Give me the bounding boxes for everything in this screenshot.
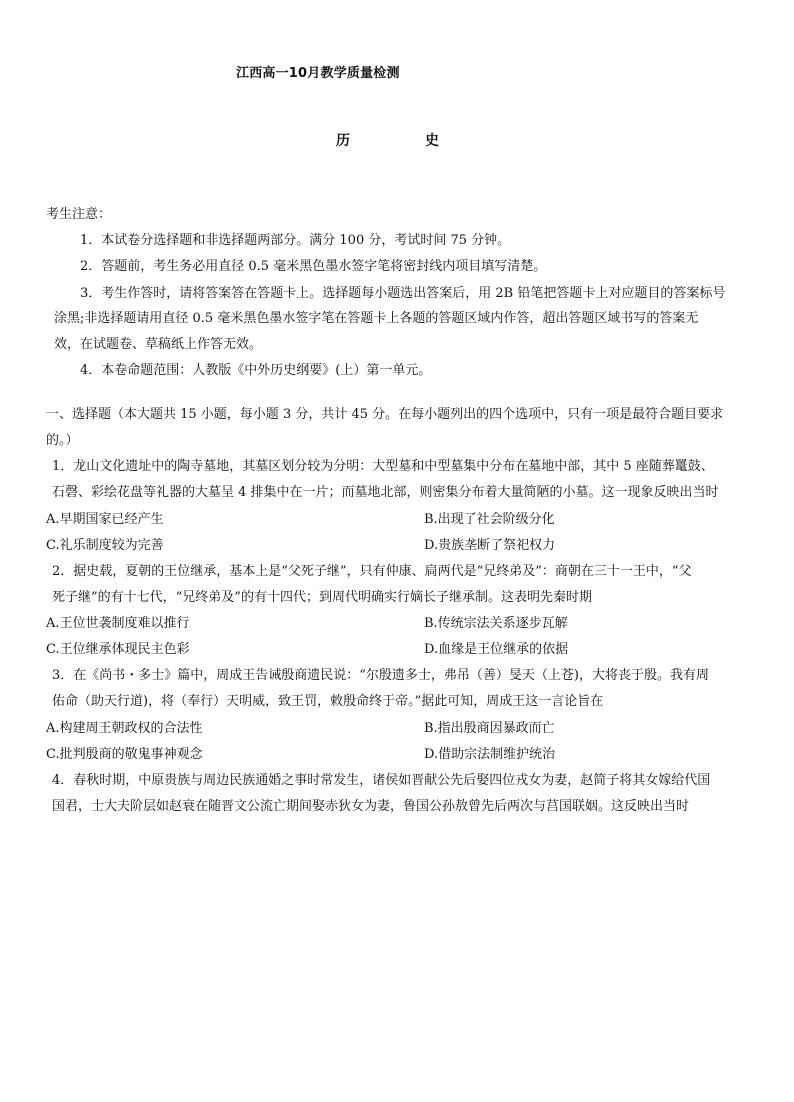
notice-item-3-line-1: 3．考生作答时，请将答案答在答题卡上。选择题每小题选出答案后，用 2B 铅笔把答题卡上对应题目的答案标号 [80, 286, 726, 301]
notice-item-4: 4．本卷命题范围：人教版《中外历史纲要》(上）第一单元。 [80, 363, 432, 378]
question-3-stem-line-1: 3．在《尚书・多士》篇中，周成王告诫殷商遗民说：“尔殷遗多士，弗吊（善）旻天（上苍)，大将丧于殷。我有周 [52, 668, 709, 683]
exam-title: 江西高一10月教学质量检测 [236, 66, 400, 81]
section-heading-line-1: 一、选择题（本大题共 15 小题，每小题 3 分，共计 45 分。在每小题列出的四个选项中，只有一项是最符合题目要求 [46, 407, 724, 422]
question-1-stem-line-2: 石磬、彩绘花盘等礼器的大墓呈 4 排集中在一片；而墓地北部，则密集分布着大量简陋的小墓。这一现象反映出当时 [52, 485, 719, 500]
section-heading-line-2: 的。） [46, 433, 79, 448]
notice-heading: 考生注意： [46, 207, 112, 222]
question-3-option-d: D.借助宗法制维护统治 [424, 747, 556, 762]
subject-title-char-1: 历 [336, 133, 350, 149]
notice-item-3-line-2: 涂黑;非选择题请用直径 0.5 毫米黑色墨水签字笔在答题卡上各题的答题区域内作答，超出答题区域书写的答案无 [54, 311, 699, 326]
question-1-option-b: B.出现了社会阶级分化 [424, 512, 555, 527]
question-2-option-a: A.王位世袭制度难以推行 [46, 616, 190, 631]
subject-title-char-2: 史 [425, 133, 439, 149]
notice-item-1: 1．本试卷分选择题和非选择题两部分。满分 100 分，考试时间 75 分钟。 [80, 233, 511, 248]
question-3-option-c: C.批判殷商的敬鬼事神观念 [46, 747, 203, 762]
notice-item-3-line-3: 效，在试题卷、草稿纸上作答无效。 [54, 337, 263, 352]
question-3-option-a: A.构建周王朝政权的合法性 [46, 721, 203, 736]
question-3-option-b: B.指出殷商因暴政而亡 [424, 721, 555, 736]
question-2-stem-line-2: 死子继”的有十七代，“兄终弟及”的有十四代；到周代明确实行嫡长子继承制。这表明先秦时期 [52, 590, 592, 605]
question-1-option-d: D.贵族垄断了祭祀权力 [424, 538, 556, 553]
question-1-stem-line-1: 1．龙山文化遗址中的陶寺墓地，其墓区划分较为分明：大型墓和中型墓集中分布在墓地中部，其中 5 座随葬鼍鼓、 [52, 459, 714, 474]
question-2-stem-line-1: 2．据史载，夏朝的王位继承，基本上是“父死子继”，只有仲康、扃两代是“兄终弟及”：商朝在三十一王中，“父 [52, 564, 692, 579]
notice-item-2: 2．答题前，考生务必用直径 0.5 毫米黑色墨水签字笔将密封线内项目填写清楚。 [80, 259, 547, 274]
question-4-stem-line-2: 国君，士大夫阶层如赵衰在随晋文公流亡期间娶赤狄女为妻，鲁国公孙敖曾先后两次与莒国联姻。这反映出当时 [52, 799, 690, 814]
question-3-stem-line-2: 佑命（助天行道)，将（奉行）天明威，致王罚，敕殷命终于帝。”据此可知，周成王这一言论旨在 [52, 694, 604, 709]
question-2-option-c: C.王位继承体现民主色彩 [46, 642, 190, 657]
question-2-option-d: D.血缘是王位继承的依据 [424, 642, 569, 657]
question-1-option-a: A.早期国家已经产生 [46, 512, 164, 527]
question-1-option-c: C.礼乐制度较为完善 [46, 538, 164, 553]
question-4-stem-line-1: 4．春秋时期，中原贵族与周边民族通婚之事时常发生，诸侯如晋献公先后娶四位戎女为妻，赵简子将其女嫁给代国 [52, 773, 711, 788]
question-2-option-b: B.传统宗法关系逐步瓦解 [424, 616, 568, 631]
